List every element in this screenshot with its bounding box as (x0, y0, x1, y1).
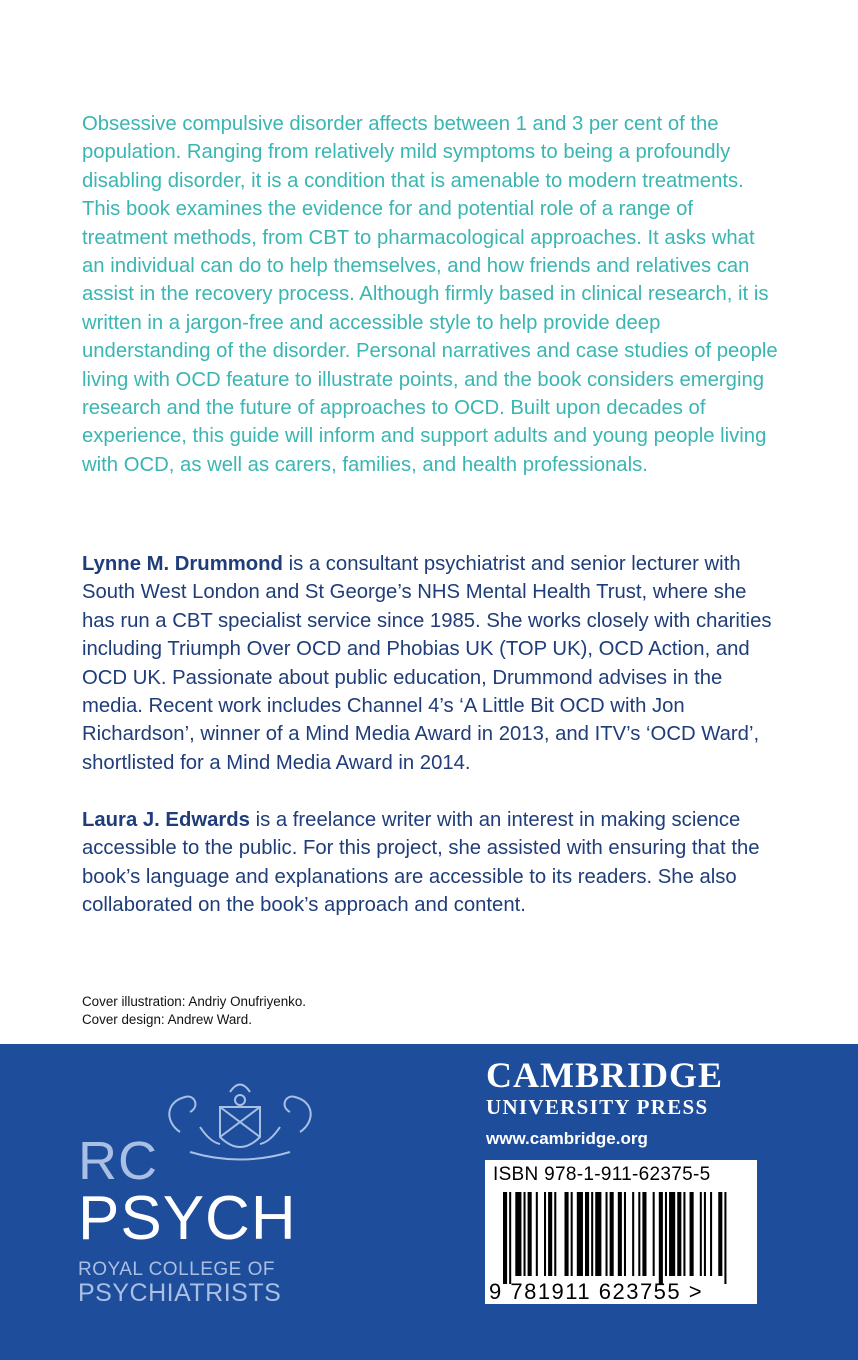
barcode-bar (606, 1192, 608, 1276)
barcode-bar (669, 1192, 675, 1276)
barcode-bar (571, 1192, 573, 1276)
barcode-bar (632, 1192, 634, 1276)
barcode-bar (591, 1192, 593, 1276)
barcode-bar (638, 1192, 640, 1276)
barcode-bar (618, 1192, 622, 1276)
barcode-bar (515, 1192, 521, 1276)
author-bio-text: is a consultant psychiatrist and senior lecturer with South West London and St George’s NHS Mental Health Trust, where she has run a CBT specialist service since 1985. She works closely with charities including Triumph Over OCD and Phobias UK (TOP UK), OCD Action, and OCD UK. Passionate about public education, Drummond advises in the media. Recent work includes Channel 4’s ‘A Little Bit OCD with Jon Richardson’, winner of a Mind Media Award in 2013, and ITV’s ‘OCD Ward’, shortlisted for a Mind Media Award in 2014. (82, 553, 772, 774)
publisher-name: CAMBRIDGE (486, 1055, 724, 1095)
barcode-bar (524, 1192, 526, 1276)
author-bio-text: is a freelance writer with an interest in making science accessible to the public. For this project, she assisted with ensuring that the book’s language and explanations are accessible to its readers. She also collaborated on the book’s approach and content. (82, 809, 760, 917)
author-name: Laura J. Edwards (82, 809, 250, 831)
barcode-bar (700, 1192, 702, 1276)
rcpsych-psychiatrists: PSYCHIATRISTS (78, 1279, 282, 1307)
barcode-bar (585, 1192, 589, 1276)
rcpsych-rc: RC (78, 1131, 158, 1191)
publisher-url: www.cambridge.org (486, 1129, 648, 1148)
author-name: Lynne M. Drummond (82, 553, 283, 575)
barcode-bar (710, 1192, 712, 1276)
rcpsych-crest-icon (160, 1072, 320, 1172)
barcode-bar (503, 1192, 507, 1284)
barcode-bar (565, 1192, 569, 1276)
rcpsych-psych: PSYCH (78, 1184, 297, 1253)
barcode-bar (718, 1192, 722, 1276)
barcode-bar (528, 1192, 532, 1276)
barcode-icon (485, 1190, 757, 1304)
barcode-bar (554, 1192, 556, 1276)
barcode-bar (653, 1192, 655, 1276)
isbn-label: ISBN 978-1-911-62375-5 (493, 1164, 711, 1185)
rcpsych-royal-college: ROYAL COLLEGE OF (78, 1259, 275, 1280)
cover-credits (82, 993, 306, 1029)
barcode-bar (677, 1192, 681, 1276)
barcode-bar (724, 1192, 726, 1284)
author-bio-edwards (82, 806, 782, 920)
barcode-bar (659, 1192, 663, 1284)
design-credit: Cover design: Andrew Ward. (82, 1012, 252, 1027)
barcode-bar (548, 1192, 552, 1276)
barcode-box (485, 1160, 757, 1304)
barcode-bar (610, 1192, 614, 1276)
publisher-press: UNIVERSITY PRESS (486, 1095, 709, 1119)
illustration-credit: Cover illustration: Andriy Onufriyenko. (82, 994, 307, 1009)
book-description: Obsessive compulsive disorder affects between 1 and 3 per cent of the population. Ranging from relatively mild symptoms to being a profoundly disabling disorder, it is a condition that is amenable to modern treatments. This book examines the evidence for and potential role of a range of treatment methods, from CBT to pharmacological approaches. It asks what an individual can do to help themselves, and how friends and relatives can assist in the recovery process. Although firmly based in clinical research, it is written in a jargon-free and accessible style to help provide deep understanding of the disorder. Personal narratives and case studies of people living with OCD feature to illustrate points, and the book considers emerging research and the future of approaches to OCD. Built upon decades of experience, this guide will inform and support adults and young people living with OCD, as well as carers, families, and health professionals. (82, 113, 778, 476)
barcode-bar (665, 1192, 667, 1276)
barcode-bar (544, 1192, 546, 1276)
barcode-bar (509, 1192, 511, 1284)
barcode-bar (690, 1192, 694, 1276)
author-bio-drummond (82, 550, 782, 777)
barcode-bar (642, 1192, 646, 1276)
barcode-bar (624, 1192, 626, 1276)
barcode-bar (536, 1192, 538, 1276)
barcode-bar (683, 1192, 685, 1276)
barcode-bar (704, 1192, 706, 1276)
barcode-digits: 9 781911 623755 > (489, 1279, 704, 1304)
barcode-bar (595, 1192, 601, 1276)
barcode-bar (577, 1192, 583, 1276)
